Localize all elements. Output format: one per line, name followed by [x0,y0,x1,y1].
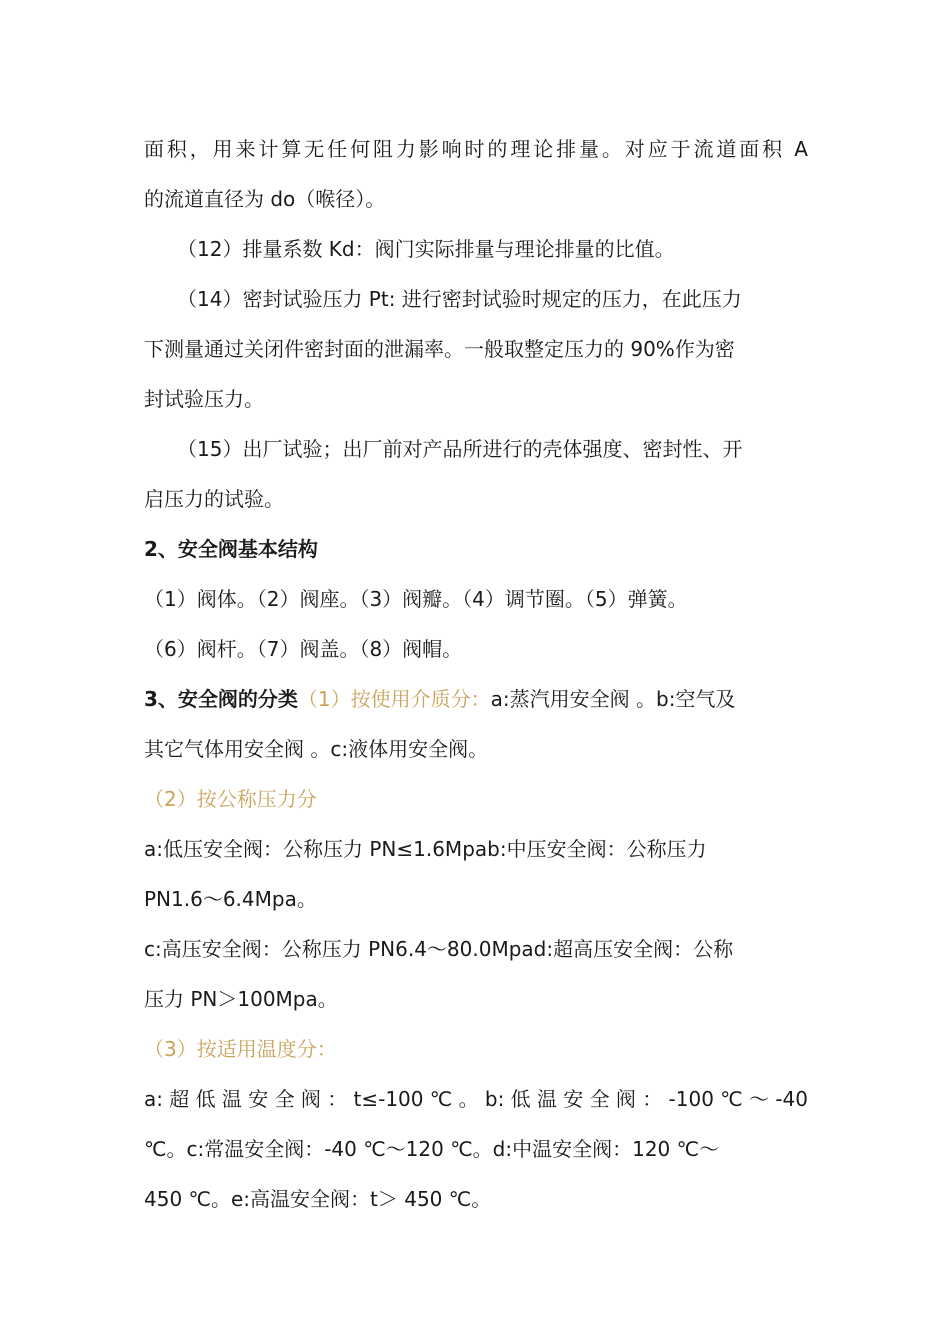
paragraph-line: 封试验压力。 [144,387,264,411]
paragraph-line: （1）阀体。（2）阀座。（3）阀瓣。（4）调节圈。（5）弹簧。 [144,587,688,611]
paragraph-line [144,674,808,724]
paragraph-line: （15）出厂试验；出厂前对产品所进行的壳体强度、密封性、开 [177,437,743,461]
paragraph-line: 压力 PN＞100Mpa。 [144,987,338,1011]
section-heading: 3、安全阀的分类 [144,687,298,711]
section-heading: 2、安全阀基本结构 [144,537,318,561]
subheading: （3）按适用温度分： [144,1037,337,1061]
subheading: （1）按使用介质分： [297,687,491,711]
subheading: （2）按公称压力分 [144,787,317,811]
paragraph-text: a:蒸汽用安全阀 。b:空气及 [490,687,736,711]
paragraph-line: ℃。c:常温安全阀：-40 ℃～120 ℃。d:中温安全阀：120 ℃～ [144,1137,720,1161]
paragraph-line: （14）密封试验压力 Pt: 进行密封试验时规定的压力，在此压力 [177,287,742,311]
paragraph-line: a:超低温安全阀：t≤-100℃。b:低温安全阀：-100℃～-40 [144,1087,808,1111]
paragraph-line: 面积，用来计算无任何阻力影响时的理论排量。对应于流道面积 A [144,137,808,161]
paragraph-line: （12）排量系数 Kd：阀门实际排量与理论排量的比值。 [177,237,675,261]
paragraph-line: PN1.6～6.4Mpa。 [144,887,317,911]
paragraph-line: 其它气体用安全阀 。c:液体用安全阀。 [144,737,489,761]
paragraph-line: a:低压安全阀：公称压力 PN≤1.6Mpab:中压安全阀：公称压力 [144,837,707,861]
paragraph-line: 450 ℃。e:高温安全阀：t＞ 450 ℃。 [144,1187,492,1211]
paragraph-line: c:高压安全阀：公称压力 PN6.4～80.0Mpad:超高压安全阀：公称 [144,937,734,961]
paragraph-line: （6）阀杆。（7）阀盖。（8）阀帽。 [144,637,463,661]
document-page [144,124,808,1224]
paragraph-line: 下测量通过关闭件密封面的泄漏率。一般取整定压力的 90%作为密 [144,337,735,361]
paragraph-line: 的流道直径为 do（喉径）。 [144,187,386,211]
paragraph-line: 启压力的试验。 [144,487,284,511]
